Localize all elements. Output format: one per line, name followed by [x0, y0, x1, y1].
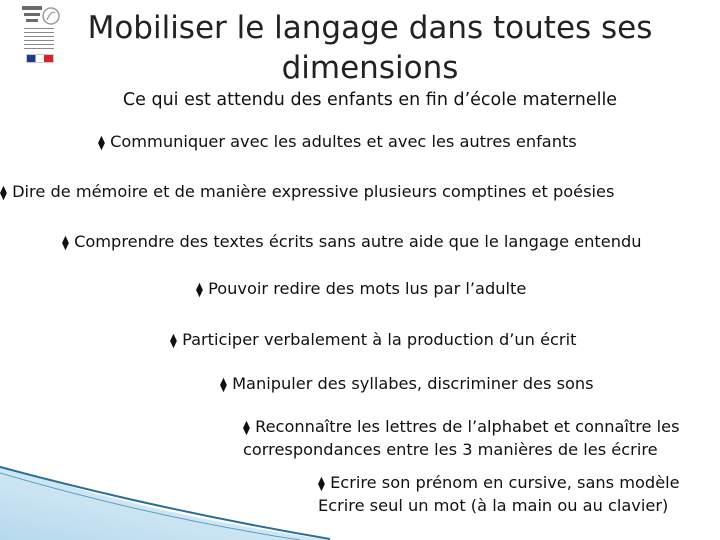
list-item: ⧫ Dire de mémoire et de manière expressive plusieurs comptines et poésies [0, 182, 615, 201]
list-item: ⧫ Ecrire son prénom en cursive, sans modèle Ecrire seul un mot (à la main ou au clavier) [318, 473, 680, 515]
diamond-bullet-icon: ⧫ [98, 135, 105, 151]
list-item: ⧫ Manipuler des syllabes, discriminer des sons [220, 374, 594, 393]
list-item: ⧫ Comprendre des textes écrits sans autre aide que le langage entendu [62, 232, 642, 251]
list-item: ⧫ Communiquer avec les adultes et avec les autres enfants [98, 132, 577, 151]
page-subtitle: Ce qui est attendu des enfants en fin d’école maternelle [122, 90, 618, 110]
diamond-bullet-icon: ⧫ [318, 476, 325, 492]
diamond-bullet-icon: ⧫ [196, 282, 203, 298]
list-item: ⧫ Reconnaître les lettres de l’alphabet et connaître les correspondances entre les 3 manières de les écrire [243, 417, 680, 459]
diamond-bullet-icon: ⧫ [62, 235, 69, 251]
list-item: ⧫ Pouvoir redire des mots lus par l’adulte [196, 279, 527, 298]
diamond-bullet-icon: ⧫ [243, 420, 250, 436]
page-title: Mobiliser le langage dans toutes ses dimensions [87, 10, 653, 86]
diamond-bullet-icon: ⧫ [0, 185, 7, 201]
diamond-bullet-icon: ⧫ [220, 377, 227, 393]
diamond-bullet-icon: ⧫ [170, 333, 177, 349]
list-item: ⧫ Participer verbalement à la production d’un écrit [170, 330, 577, 349]
decorative-ribbon [0, 455, 330, 540]
